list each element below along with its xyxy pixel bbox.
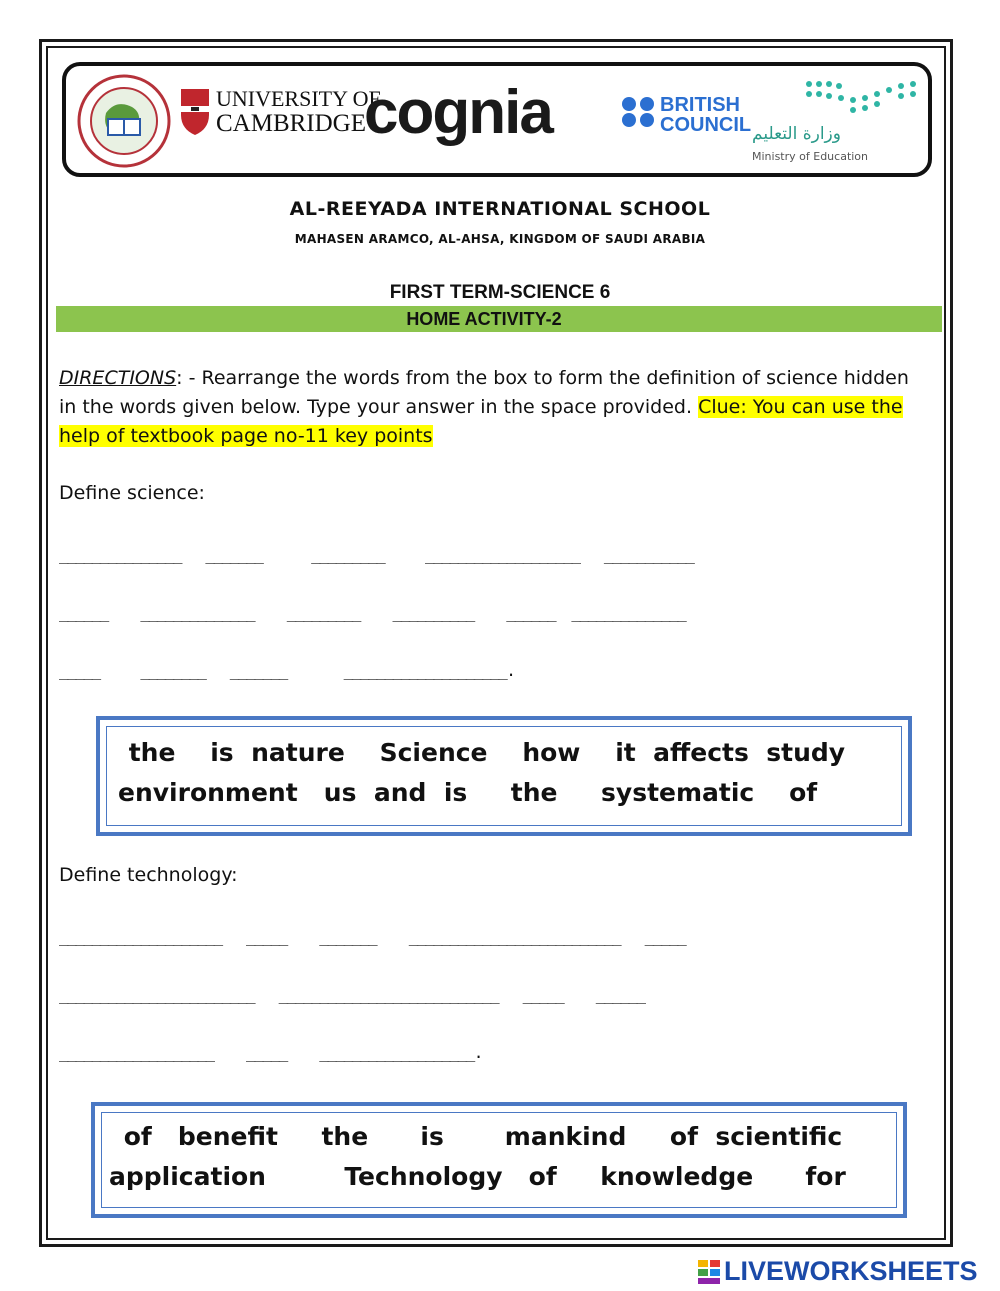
british-line2: COUNCIL (660, 114, 752, 136)
science-word-row-1: the is nature Science how it affects study (120, 738, 846, 767)
technology-word-box (91, 1102, 907, 1218)
directions-clue: Clue: You can use the help of textbook page no-11 key points (59, 396, 903, 447)
cambridge-line1: UNIVERSITY OF (216, 86, 381, 111)
technology-word-row-1: of benefit the is mankind of scientific (115, 1122, 843, 1151)
liveworksheets-logo-icon (698, 1260, 720, 1284)
british-line1: BRITISH (660, 94, 740, 116)
cambridge-logo-text (216, 86, 381, 136)
cognia-logo: cognia (364, 78, 552, 147)
directions-paragraph (59, 364, 929, 451)
science-answer-line-3[interactable]: _____ ________ _______ ____________________. (59, 661, 515, 680)
activity-title: HOME ACTIVITY-2 (406, 309, 562, 329)
technology-answer-line-1[interactable]: ____________________ _____ _______ __________________________ _____ (59, 927, 686, 946)
british-council-dots-icon (621, 96, 657, 136)
technology-answer-line-3[interactable]: ___________________ _____ ___________________. (59, 1043, 482, 1062)
science-prompt: Define science: (59, 482, 205, 504)
science-word-row-2: environment us and is the systematic of (118, 778, 818, 807)
science-word-box (96, 716, 912, 836)
cambridge-shield-icon (180, 88, 210, 136)
technology-answer-line-2[interactable]: ________________________ ___________________________ _____ ______ (59, 985, 645, 1004)
school-seal-logo (76, 73, 172, 169)
technology-word-row-2: application Technology of knowledge for (109, 1162, 846, 1191)
school-name: AL-REEYADA INTERNATIONAL SCHOOL (289, 198, 711, 220)
science-answer-line-1[interactable]: _______________ _______ _________ ___________________ ___________ (59, 545, 694, 564)
directions-label: DIRECTIONS (59, 367, 177, 389)
british-council-text (660, 95, 751, 135)
directions-text: : - Rearrange the words from the box to form the definition of science hidden in the words given below. Type your answer in the space provided. (59, 367, 909, 418)
science-answer-line-2[interactable]: ______ ______________ _________ __________ ______ ______________ (59, 603, 686, 622)
ministry-dots-icon (805, 78, 920, 118)
school-address: MAHASEN ARAMCO, AL-AHSA, KINGDOM OF SAUDI ARABIA (294, 232, 706, 246)
activity-title-bar (56, 306, 942, 332)
liveworksheets-brand[interactable]: LIVEWORKSHEETS (724, 1256, 978, 1286)
term-title: FIRST TERM-SCIENCE 6 (389, 282, 611, 303)
ministry-arabic-text: وزارة التعليم (752, 124, 841, 144)
ministry-english-text: Ministry of Education (752, 150, 869, 163)
cambridge-line2: CAMBRIDGE (216, 110, 367, 137)
technology-prompt: Define technology: (59, 864, 238, 886)
